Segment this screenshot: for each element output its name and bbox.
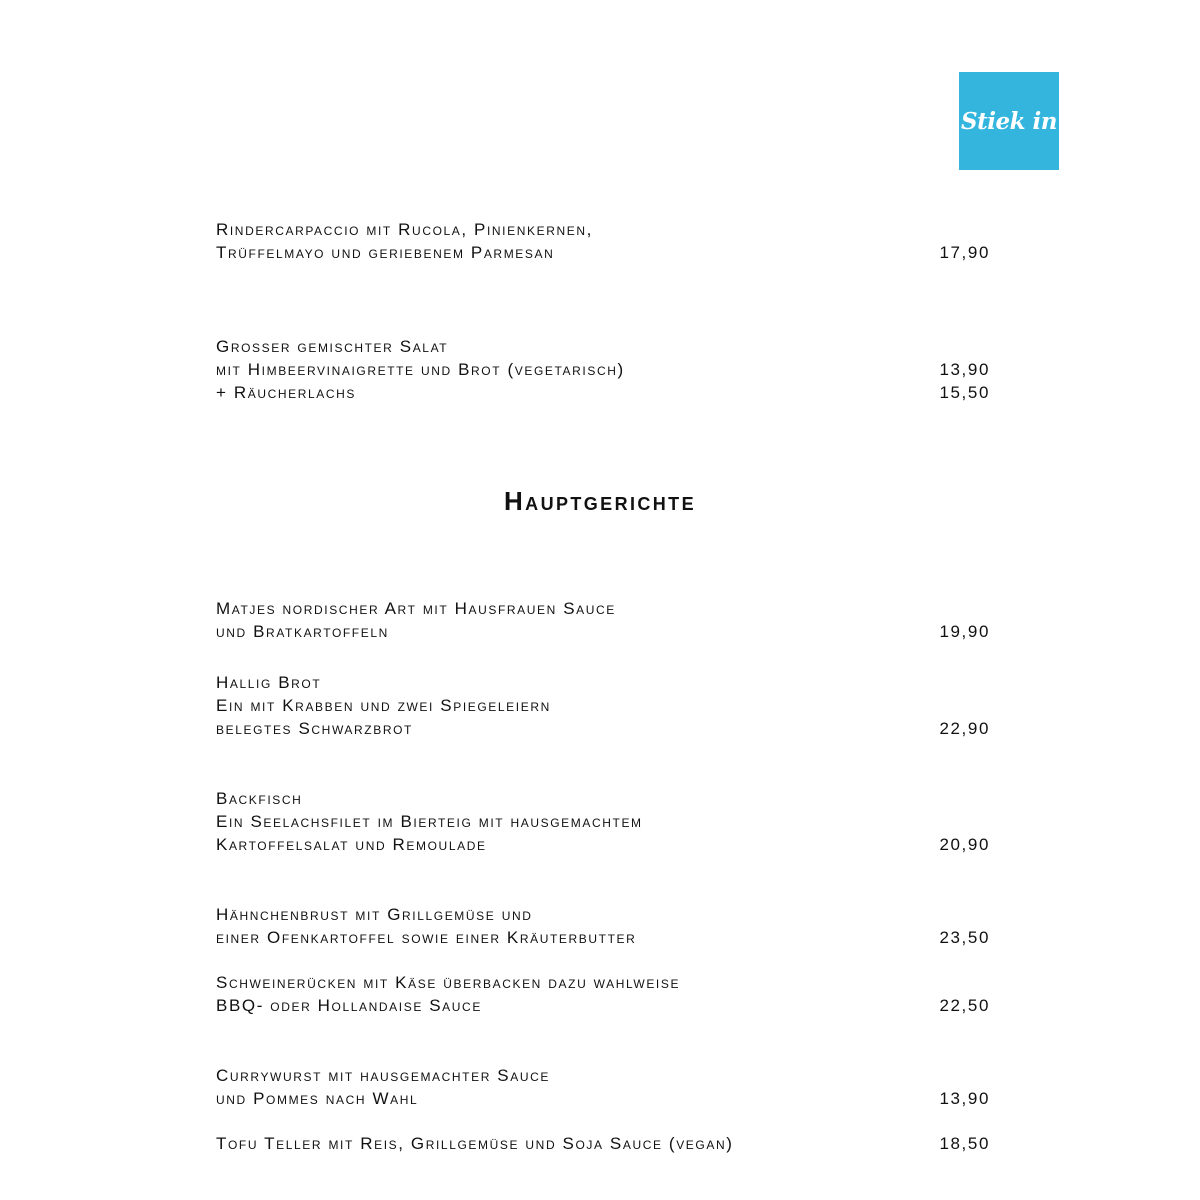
item-line: Backfisch: [216, 789, 303, 808]
item-line: Matjes nordischer Art mit Hausfrauen Sauce: [216, 599, 616, 618]
item-line: einer Ofenkartoffel sowie einer Kräuterbutter: [216, 928, 637, 947]
item-price: 23,50: [939, 928, 990, 947]
item-line: Kartoffelsalat und Remoulade: [216, 835, 487, 854]
item-line: Ein mit Krabben und zwei Spiegeleiern: [216, 696, 551, 715]
item-line: Hallig Brot: [216, 673, 322, 692]
item-line: Rindercarpaccio mit Rucola, Pinienkernen,: [216, 220, 593, 239]
item-line: belegtes Schwarzbrot: [216, 719, 413, 738]
item-line: Tofu Teller mit Reis, Grillgemüse und Soja Sauce (vegan): [216, 1134, 734, 1153]
item-price: 17,90: [939, 243, 990, 262]
logo-text: Stiek in: [960, 107, 1057, 135]
item-line: Schweinerücken mit Käse überbacken dazu wahlweise: [216, 973, 681, 992]
item-price: 13,90: [939, 1089, 990, 1108]
item-price: 22,50: [939, 996, 990, 1015]
item-line: Ein Seelachsfilet im Bierteig mit hausgemachtem: [216, 812, 643, 831]
restaurant-logo: [959, 72, 1059, 170]
item-line: Trüffelmayo und geriebenem Parmesan: [216, 243, 555, 262]
item-line: mit Himbeervinaigrette und Brot (vegetarisch): [216, 360, 625, 379]
item-line: und Bratkartoffeln: [216, 622, 389, 641]
item-price: 22,90: [939, 719, 990, 738]
section-heading: Hauptgerichte: [504, 486, 696, 516]
item-line: BBQ- oder Hollandaise Sauce: [216, 996, 482, 1015]
item-line: Hähnchenbrust mit Grillgemüse und: [216, 905, 533, 924]
item-price: 13,90: [939, 360, 990, 379]
item-line: + Räucherlachs: [216, 383, 357, 402]
item-price: 18,50: [939, 1134, 990, 1153]
item-line: Grosser gemischter Salat: [216, 337, 449, 356]
item-price-addon: 15,50: [939, 383, 990, 402]
item-price: 20,90: [939, 835, 990, 854]
item-price: 19,90: [939, 622, 990, 641]
item-line: Currywurst mit hausgemachter Sauce: [216, 1066, 550, 1085]
item-line: und Pommes nach Wahl: [216, 1089, 419, 1108]
